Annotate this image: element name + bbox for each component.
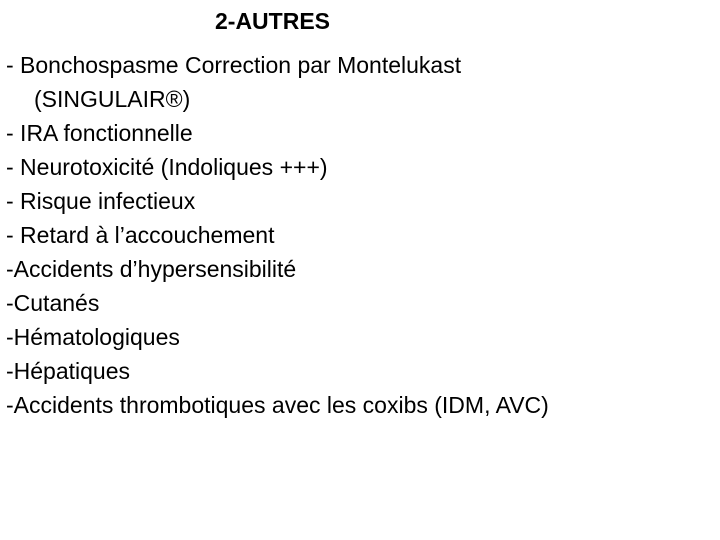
item-list: [6, 48, 549, 422]
list-item-text: - IRA fonctionnelle: [6, 120, 193, 146]
list-item: [6, 116, 549, 150]
list-item: [6, 286, 549, 320]
list-item-text: -Hématologiques: [6, 324, 180, 350]
list-item: [6, 184, 549, 218]
list-item: [6, 150, 549, 184]
slide-title: 2-AUTRES: [215, 8, 331, 34]
list-item-text: -Accidents thrombotiques avec les coxibs (IDM, AVC): [6, 392, 549, 418]
list-item-text: -Accidents d’hypersensibilité: [6, 256, 297, 282]
list-item-text: - Retard à l’accouchement: [6, 222, 275, 248]
list-item-continuation: (SINGULAIR®): [34, 86, 191, 112]
list-item: [6, 218, 549, 252]
list-item-text: - Risque infectieux: [6, 188, 196, 214]
list-item-text: -Hépatiques: [6, 358, 131, 384]
list-item: [6, 320, 549, 354]
list-item-text: - Neurotoxicité (Indoliques +++): [6, 154, 328, 180]
list-item: [6, 252, 549, 286]
list-item-text: -Cutanés: [6, 290, 100, 316]
list-item: [6, 354, 549, 388]
list-item-text: - Bonchospasme Correction par Montelukast: [6, 52, 462, 78]
list-item: [6, 48, 549, 116]
list-item: [6, 388, 549, 422]
